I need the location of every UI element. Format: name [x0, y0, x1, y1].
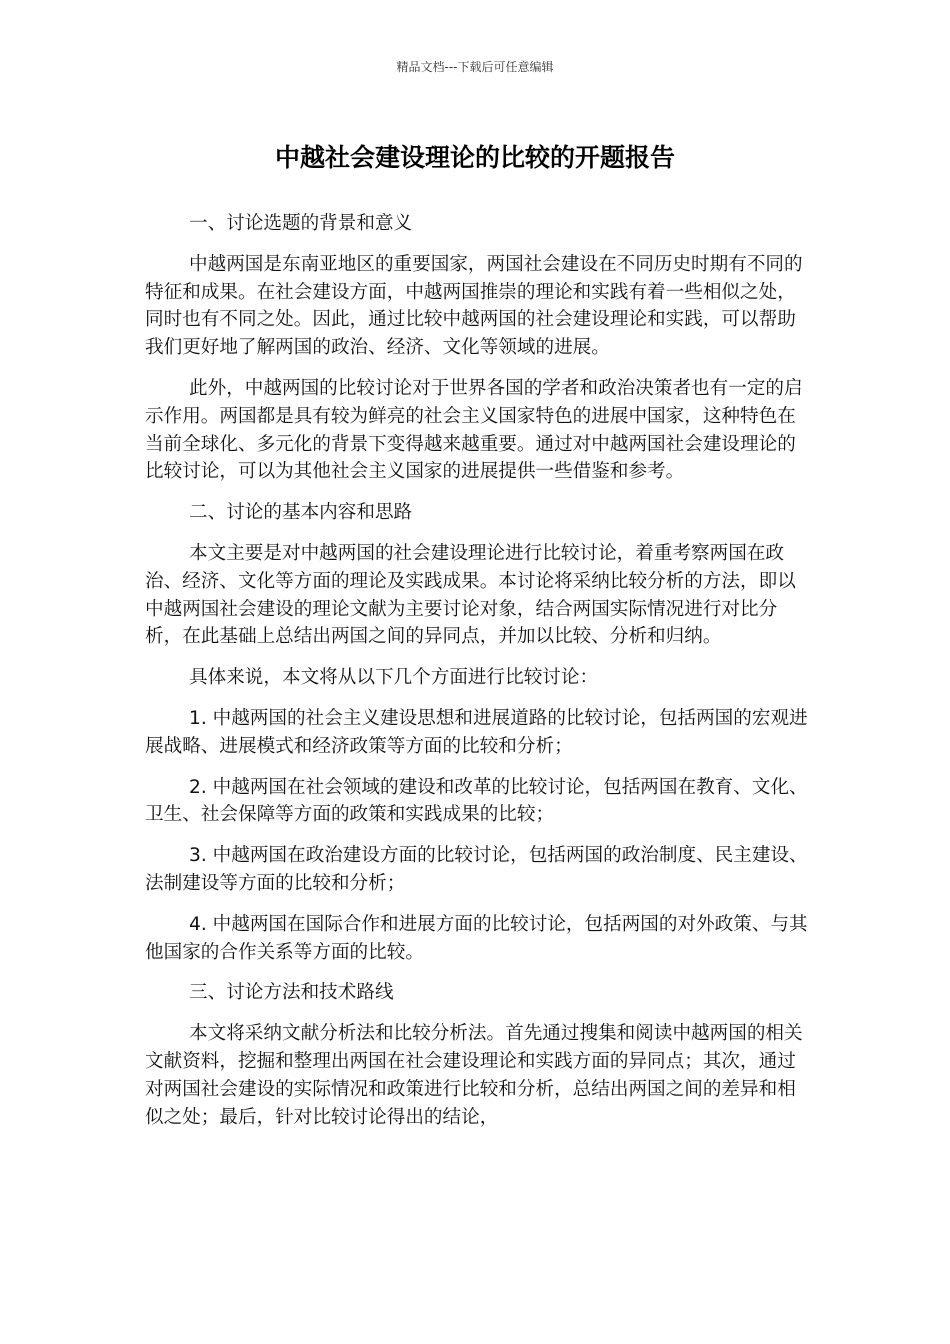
document-title: 中越社会建设理论的比较的开题报告	[274, 143, 675, 172]
section-heading-2: 二、讨论的基本内容和思路	[189, 502, 413, 524]
list-item-1: 1. 中越两国的社会主义建设思想和进展道路的比较讨论，包括两国的宏观进展战略、进展模式和经济政策等方面的比较和分析；	[145, 707, 808, 757]
list-item-2: 2. 中越两国在社会领域的建设和改革的比较讨论，包括两国在教育、文化、卫生、社会保障等方面的政策和实践成果的比较；	[145, 776, 808, 826]
document-body	[145, 210, 810, 1144]
section-heading-1: 一、讨论选题的背景和意义	[189, 213, 413, 234]
list-item-4: 4. 中越两国在国际合作和进展方面的比较讨论，包括两国的对外政策、与其他国家的合作关系等方面的比较。	[145, 913, 808, 963]
paragraph-2: 此外，中越两国的比较讨论对于世界各国的学者和政治决策者也有一定的启示作用。两国都是具有较为鲜亮的社会主义国家特色的进展中国家，这种特色在当前全球化、多元化的背景下变得越来越重要。通过对中越两国社会建设理论的比较讨论，可以为其他社会主义国家的进展提供一些借鉴和参考。	[145, 377, 803, 483]
list-item-3: 3. 中越两国在政治建设方面的比较讨论，包括两国的政治制度、民主建设、法制建设等方面的比较和分析；	[145, 845, 808, 894]
paragraph-3: 本文主要是对中越两国的社会建设理论进行比较讨论，着重考察两国在政治、经济、文化等方面的理论及实践成果。本讨论将采纳比较分析的方法，即以中越两国社会建设的理论文献为主要讨论对象，结合两国实际情况进行对比分析，在此基础上总结出两国之间的异同点，并加以比较、分析和归纳。	[145, 542, 796, 648]
paragraph-4: 具体来说，本文将从以下几个方面进行比较讨论：	[189, 667, 599, 689]
paragraph-1: 中越两国是东南亚地区的重要国家，两国社会建设在不同历史时期有不同的特征和成果。在社会建设方面，中越两国推崇的理论和实践有着一些相似之处，同时也有不同之处。因此，通过比较中越两国的社会建设理论和实践，可以帮助我们更好地了解两国的政治、经济、文化等领域的进展。	[145, 253, 803, 359]
section-heading-3: 三、讨论方法和技术路线	[189, 982, 394, 1004]
header-note: 精品文档---下载后可任意编辑	[396, 60, 554, 74]
paragraph-5: 本文将采纳文献分析法和比较分析法。首先通过搜集和阅读中越两国的相关文献资料，挖掘和整理出两国在社会建设理论和实践方面的异同点；其次，通过对两国社会建设的实际情况和政策进行比较和分析，总结出两国之间的差异和相似之处；最后，针对比较讨论得出的结论，	[145, 1023, 803, 1128]
